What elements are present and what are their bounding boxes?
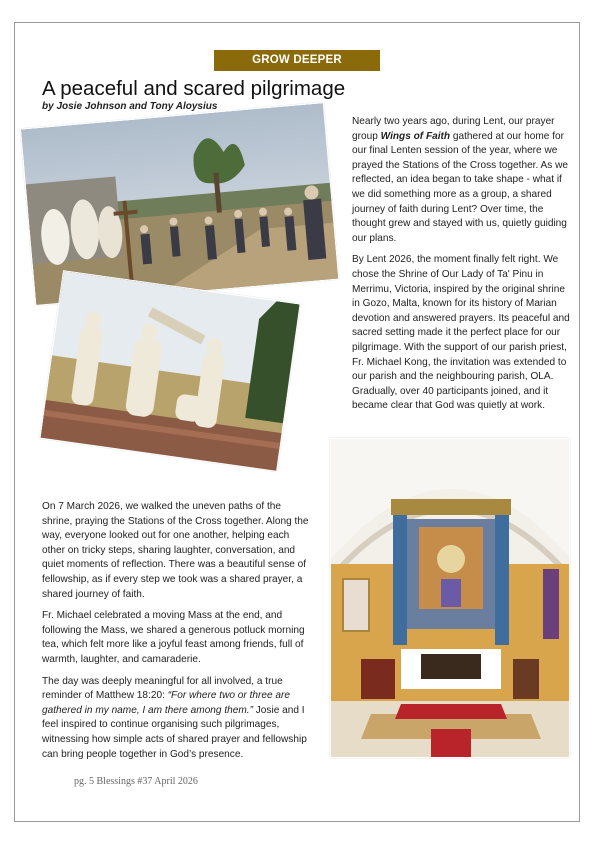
article-column-right <box>352 115 574 421</box>
article-title: A peaceful and scared pilgrimage <box>42 77 346 100</box>
group-name: Wings of Faith <box>380 130 451 142</box>
paragraph: On 7 March 2026, we walked the uneven paths of the shrine, praying the Stations of the Cross together. Along the way, everyone looked out for one another, helping each other on tricky steps, sharing laughter, conversation, and quiet moments of reflection. There was a beautiful sense of fellowship, as if every step we took was a shared prayer, a shared journey of faith. <box>42 501 309 600</box>
photo-station-statues <box>39 270 300 472</box>
paragraph: Nearly two years ago, during Lent, our prayer group Wings of Faith gathered at our home for our final Lenten session of the year, where we prayed the Stations of the Cross together. As we reflected, an idea began to take shape - what if we did something more as a group, a shared journey of faith during Lent? Over time, the thought grew and stayed with us, quietly guiding our plans. <box>352 116 569 244</box>
scripture-quote: “For where two or three are gathered in my name, I am there among them.” <box>42 690 290 716</box>
article-column-left <box>42 500 312 769</box>
paragraph: The day was deeply meaningful for all involved, a true reminder of Matthew 18:20: “For where two or three are gathered in my name, I am there among them.” Josie and I feel inspired to continue organising such pilgrimages, witnessing how simple acts of shared prayer and fellowship can bring people together in God’s presence. <box>42 675 307 760</box>
section-banner: GROW DEEPER <box>214 50 380 71</box>
photo-shrine-altar <box>330 438 570 758</box>
paragraph: Fr. Michael celebrated a moving Mass at the end, and following the Mass, we shared a generous potluck morning tea, which felt more like a joyful feast among friends, full of warmth, laughter, and camaraderie. <box>42 610 305 665</box>
paragraph: By Lent 2026, the moment finally felt right. We chose the Shrine of Our Lady of Ta' Pinu in Merrimu, Victoria, inspired by the original shrine in Gozo, Malta, known for its history of Marian devotion and answered prayers. Its peaceful and sacred setting made it the perfect place for our pilgrimage. With the support of our parish priest, Fr. Michael Kong, the invitation was extended to our parish and the neighbouring parish, OLA. Gradually, over 40 participants joined, and it became clear that God was quietly at work. <box>352 254 570 412</box>
article-byline: by Josie Johnson and Tony Aloysius <box>42 101 218 112</box>
page-footer: pg. 5 Blessings #37 April 2026 <box>74 776 198 787</box>
